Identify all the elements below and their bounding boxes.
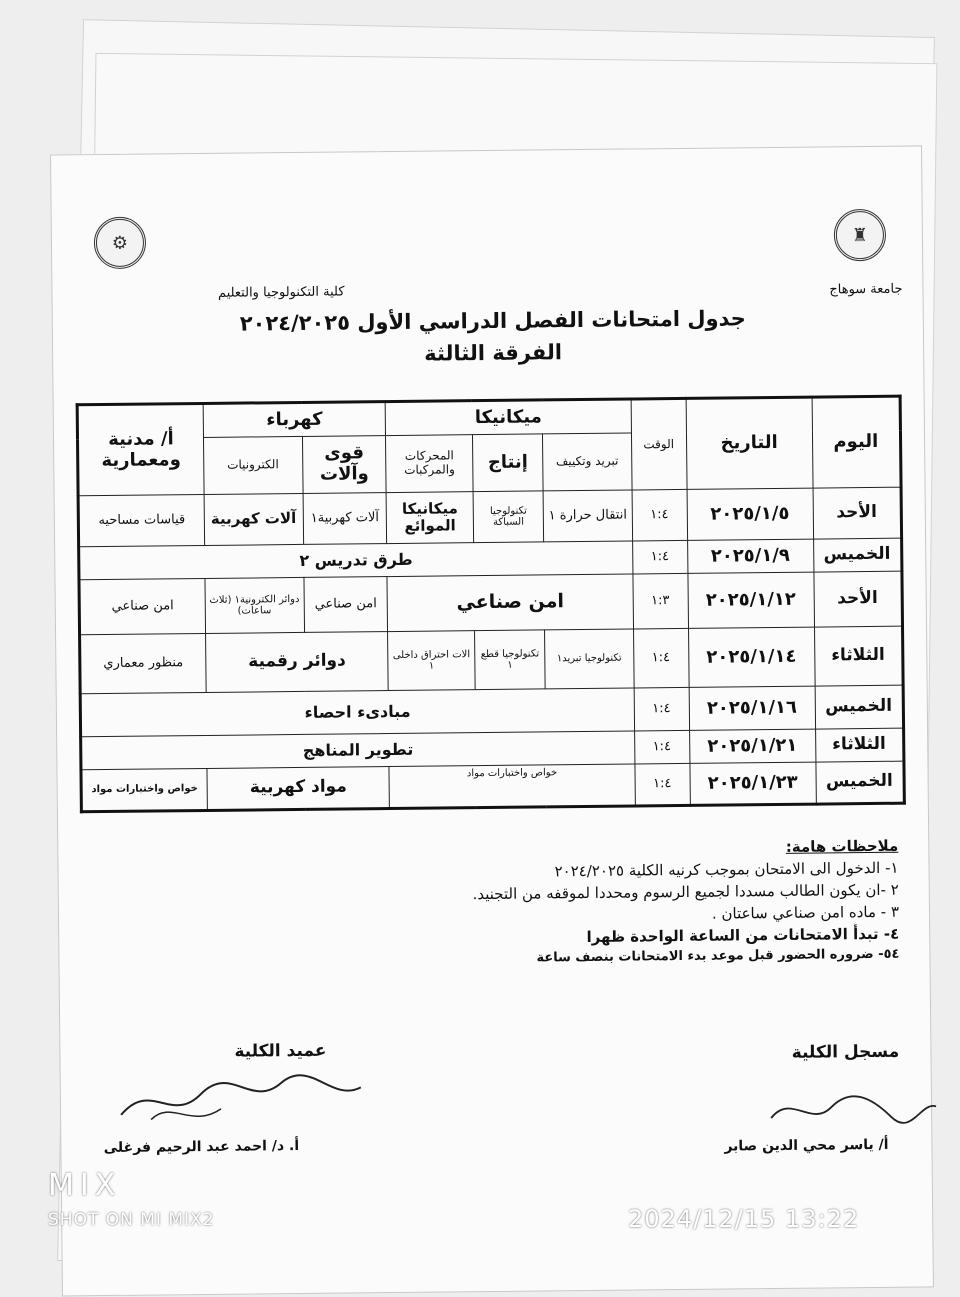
registrar-title: مسجل الكلية xyxy=(791,1041,900,1063)
exam-cell: قياسات مساحيه xyxy=(78,494,204,546)
row-time: ١:٣ xyxy=(632,573,688,629)
registrar-name: أ/ ياسر محي الدين صابر xyxy=(724,1136,889,1155)
col-day-header: اليوم xyxy=(812,396,901,488)
row-time: ١:٤ xyxy=(634,763,690,806)
exam-cell-all-sections: تطوير المناهج xyxy=(81,731,635,770)
exam-cell: انتقال حرارة ١ xyxy=(543,490,632,542)
dean-name: أ. د/ احمد عبد الرحيم فرغلى xyxy=(103,1138,300,1157)
row-date: ٢٠٢٥/١/١٤ xyxy=(688,627,814,687)
table-row xyxy=(81,761,904,812)
dean-title: عميد الكلية xyxy=(234,1040,327,1062)
group-mechanics-header: ميكانيكا xyxy=(386,399,631,436)
note-item: ٣ - ماده امن صناعي ساعتان . xyxy=(711,902,900,923)
row-day: الثلاثاء xyxy=(814,626,903,686)
row-time: ١:٤ xyxy=(633,628,689,688)
row-day: الخميس xyxy=(813,538,902,572)
row-time: ١:٤ xyxy=(632,540,687,574)
exam-cell-electricity: دوائر رقمية xyxy=(205,632,388,693)
exam-cell: تكنولوجيا السباكة xyxy=(473,491,544,543)
exam-cell: ميكانيكا الموائع xyxy=(387,492,474,544)
note-item: ٤- تبدأ الامتحانات من الساعة الواحدة ظهرا xyxy=(586,924,900,946)
col-date-header: التاريخ xyxy=(686,397,813,489)
col-time-header: الوقت xyxy=(631,398,687,490)
row-day: الأحد xyxy=(813,571,902,627)
sub-production-header: إنتاج xyxy=(472,434,543,492)
row-time: ١:٤ xyxy=(632,489,688,541)
faculty-seal-icon: ⚙ xyxy=(94,217,147,270)
exam-cell: منظور معماري xyxy=(80,633,206,693)
sub-electronics-header: الكترونيات xyxy=(203,436,302,494)
schedule-table xyxy=(76,395,906,814)
row-day: الخميس xyxy=(815,761,904,804)
exam-cell-all-sections: طرق تدريس ٢ xyxy=(79,541,633,580)
exam-cell: امن صناعي xyxy=(303,577,388,633)
note-item: ٢ -ان يكون الطالب مسددا لجميع الرسوم ومحددا لموقفه من التجنيد. xyxy=(472,880,899,904)
sub-power-header: قوى وآلات xyxy=(302,436,387,494)
notes-title: ملاحظات هامة: xyxy=(785,836,899,856)
university-seal-icon: ♜ xyxy=(834,209,887,262)
group-electricity-header: كهرباء xyxy=(203,402,386,438)
row-date: ٢٠٢٥/١/٢١ xyxy=(689,729,815,763)
faculty-name: كلية التكنولوجيا والتعليم xyxy=(217,284,345,301)
table-header-row xyxy=(77,396,900,439)
exam-cell: خواص واختبارات مواد xyxy=(81,768,207,811)
exam-cell: تكنولوجيا قطع ١ xyxy=(474,630,545,690)
group-civil-header: أ/ مدنية ومعمارية xyxy=(77,403,204,495)
photo-timestamp: 2024/12/15 13:22 xyxy=(628,1205,860,1233)
row-date: ٢٠٢٥/١/١٦ xyxy=(689,686,815,730)
page-title: جدول امتحانات الفصل الدراسي الأول ٢٠٢٤/٢٠٢٥ xyxy=(239,306,746,336)
row-day: الثلاثاء xyxy=(815,728,904,762)
row-date: ٢٠٢٥/١/١٢ xyxy=(688,572,814,628)
sub-engines-header: المحركات والمركبات xyxy=(386,435,473,493)
row-time: ١:٤ xyxy=(634,687,690,731)
exam-cell: تكنولوجيا تبريد١ xyxy=(545,629,634,689)
exam-cell: دوائر الكترونية١ (ثلاث ساعات) xyxy=(205,577,304,633)
table-row xyxy=(80,626,904,694)
row-day: الخميس xyxy=(815,685,904,729)
row-date: ٢٠٢٥/١/٢٣ xyxy=(690,762,816,805)
dean-handwritten-signature xyxy=(111,1067,372,1130)
exam-cell-all-sections: مبادىء احصاء xyxy=(80,688,634,737)
exam-cell: آلات كهربية xyxy=(204,493,303,545)
registrar-handwritten-signature xyxy=(761,1076,942,1138)
row-time: ١:٤ xyxy=(634,730,689,764)
exam-cell-mechanics: امن صناعي xyxy=(387,574,633,632)
exam-cell-electricity: مواد كهربية xyxy=(207,767,390,811)
note-item: ١- الدخول الى الامتحان بموجب كرنيه الكلية ٢٠٢٤/٢٠٢٥ xyxy=(554,858,899,881)
row-date: ٢٠٢٥/١/٩ xyxy=(687,539,813,573)
page-subtitle: الفرقة الثالثة xyxy=(424,340,563,366)
table-row xyxy=(78,487,901,547)
table-row xyxy=(79,571,903,635)
camera-model-watermark: SHOT ON MI MIX2 xyxy=(48,1210,215,1230)
notes-section xyxy=(298,837,899,968)
exam-cell: آلات كهربية١ xyxy=(303,493,387,545)
note-item: ٥٤- ضروره الحضور قبل موعد بدء الامتحانات بنصف ساعة xyxy=(536,946,900,966)
row-date: ٢٠٢٥/١/٥ xyxy=(687,488,813,540)
exam-cell: امن صناعي xyxy=(79,578,205,634)
registrar-signature-block xyxy=(780,1042,910,1063)
row-day: الأحد xyxy=(813,487,902,539)
exam-schedule-document xyxy=(50,145,934,1296)
university-name: جامعة سوهاج xyxy=(829,281,903,298)
camera-brand-watermark: MIX xyxy=(48,1168,122,1203)
exam-cell: الات احتراق داخلى ١ xyxy=(388,631,475,691)
dean-signature-block xyxy=(170,1040,390,1062)
exam-cell-mechanics: خواص واختبارات مواد xyxy=(389,764,635,809)
sub-cooling-header: تبريد وتكييف xyxy=(543,433,632,491)
